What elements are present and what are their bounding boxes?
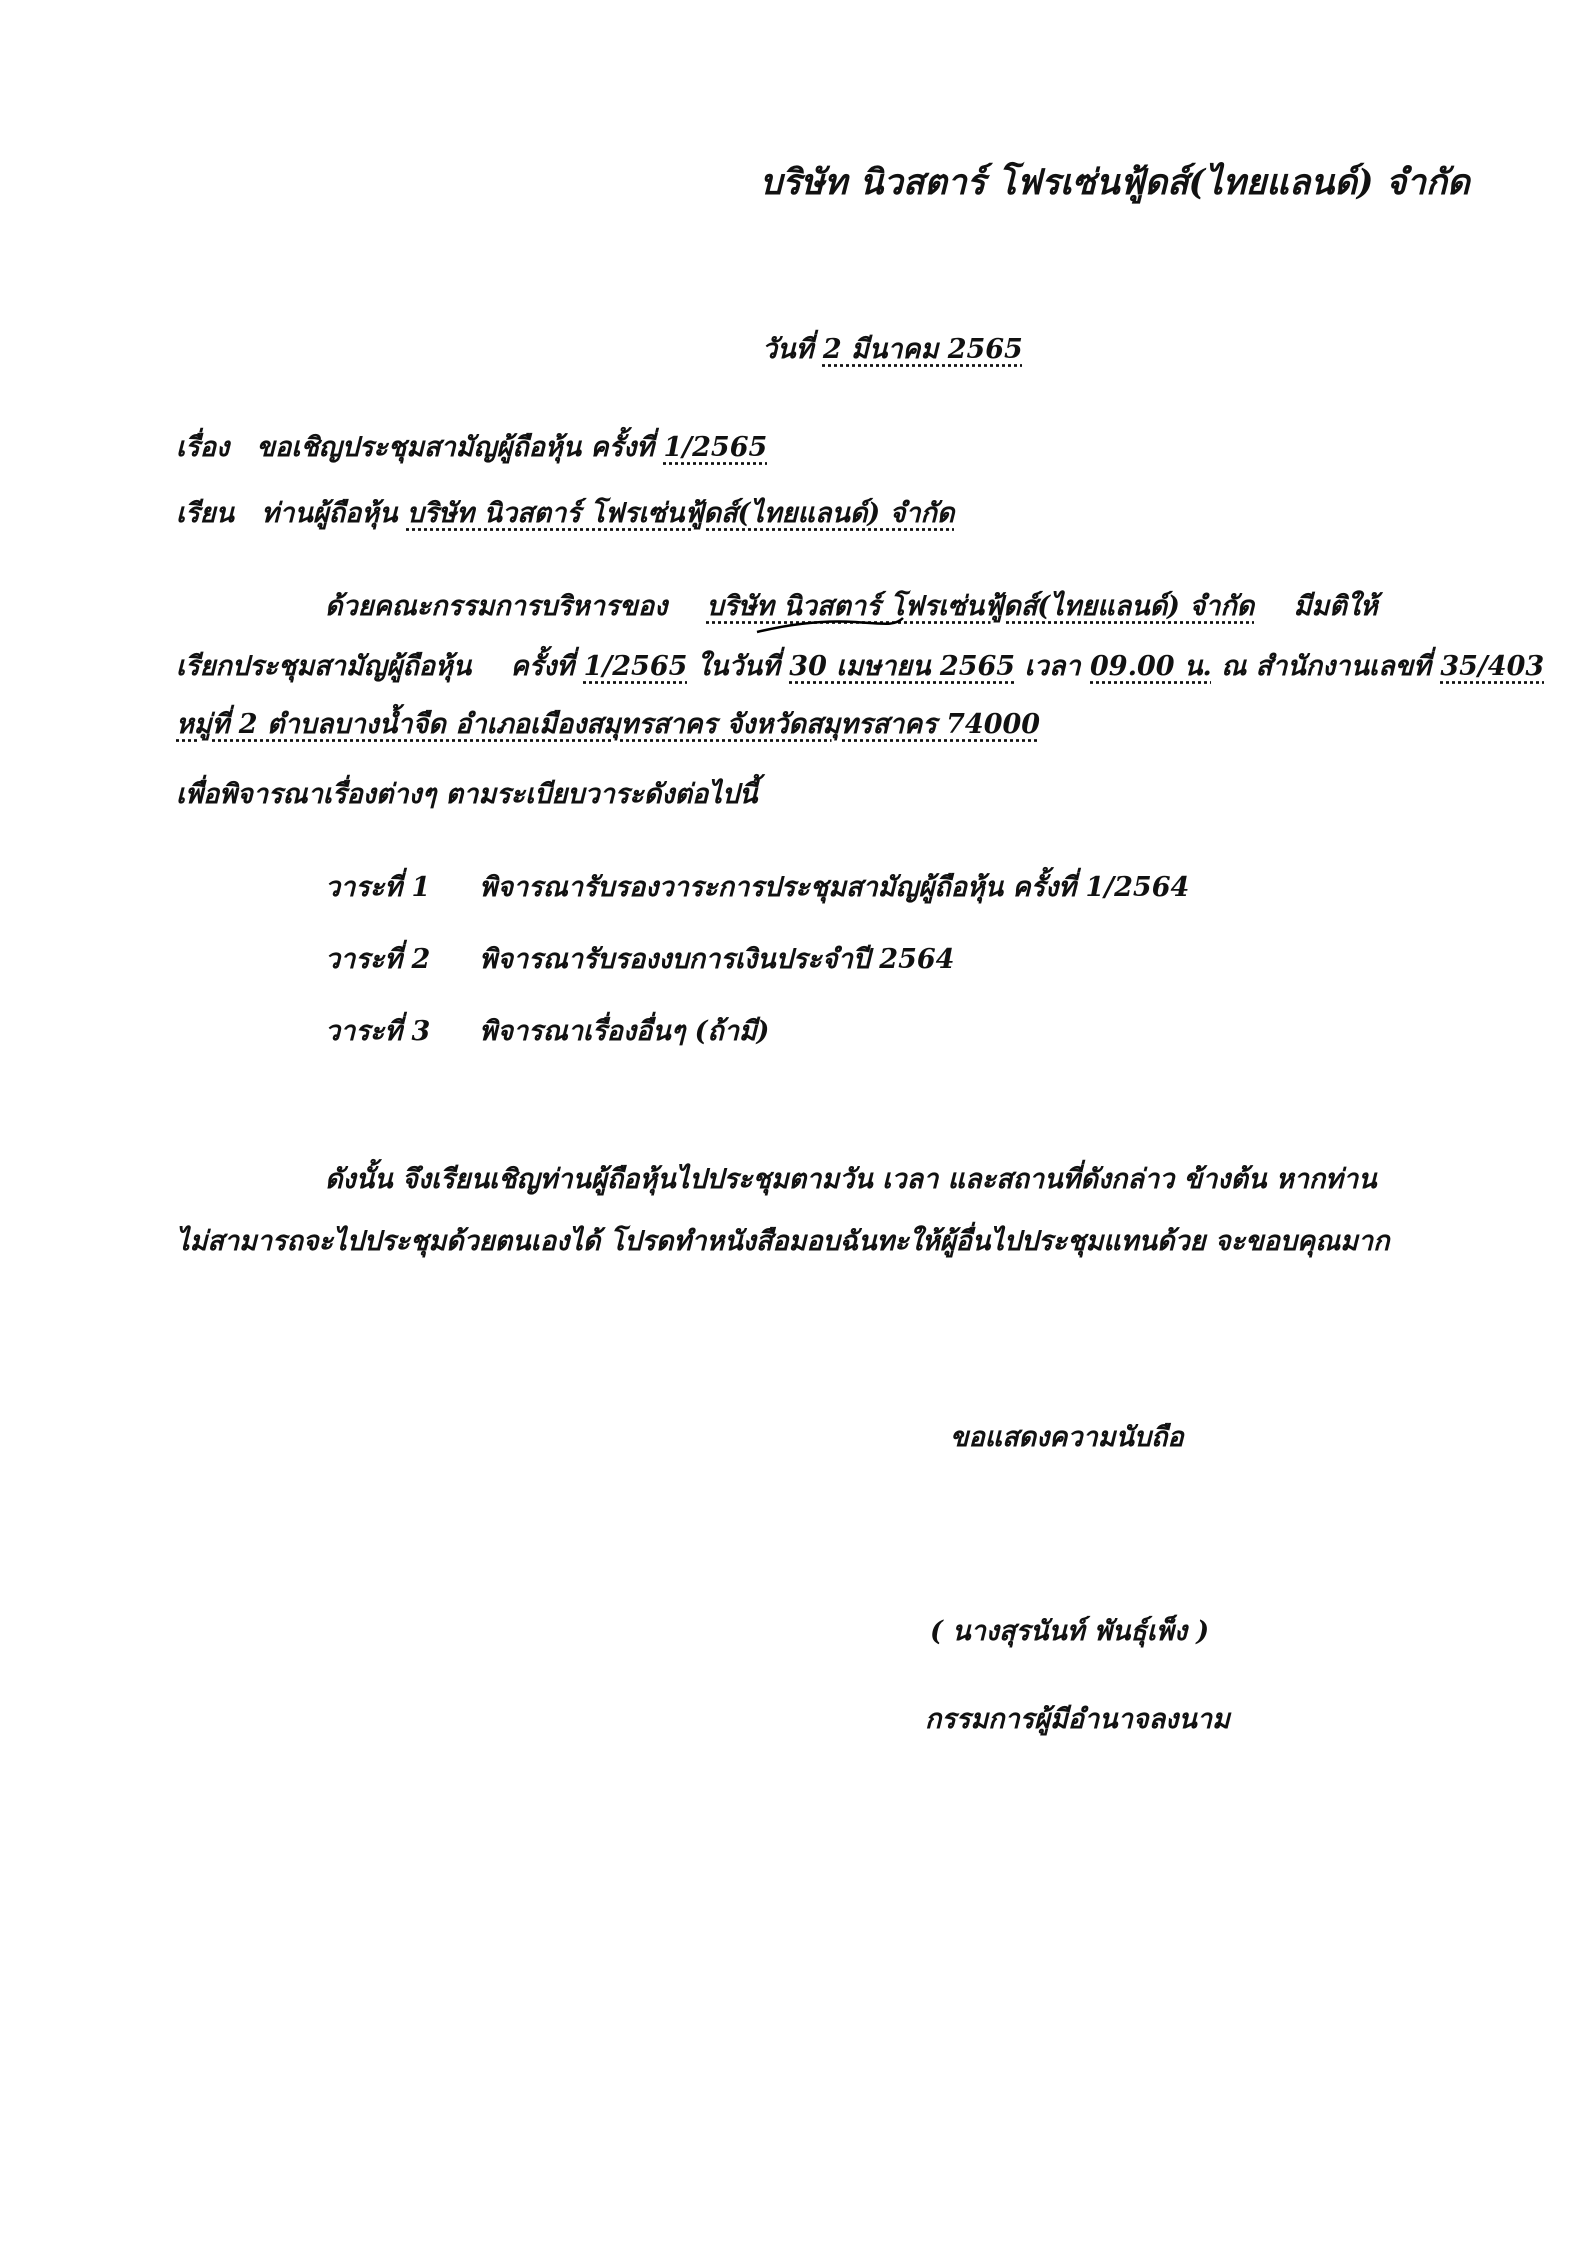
- subject-line: [176, 428, 767, 468]
- body1-line2-e: ณ สำนักงานเลขที่: [1221, 651, 1431, 682]
- recipient-line: [176, 494, 954, 534]
- body-paragraph-2-line-1: ดังนั้น จึงเรียนเชิญท่านผู้ถือหุ้นไปประชุมตามวัน เวลา และสถานที่ดังกล่าว ข้างต้น หากท่าน: [325, 1164, 1377, 1195]
- body1-line2-b: ครั้งที่: [510, 651, 575, 682]
- signer-title: กรรมการผู้มีอำนาจลงนาม: [925, 1704, 1230, 1735]
- body1-line2-a: เรียกประชุมสามัญผู้ถือหุ้น: [176, 651, 472, 682]
- agenda-label: วาระที่ 2: [325, 944, 431, 975]
- recipient-text: ท่านผู้ถือหุ้น: [261, 498, 398, 529]
- meeting-address: หมู่ที่ 2 ตำบลบางน้ำจืด อำเภอเมืองสมุทรสาคร จังหวัดสมุทรสาคร 74000: [176, 709, 1041, 740]
- agenda-item: [325, 940, 954, 980]
- handwritten-stroke-path: [757, 618, 903, 632]
- body1-line2-c: ในวันที่: [696, 651, 780, 682]
- date-value: 2 มีนาคม 2565: [822, 334, 1023, 365]
- subject-number: 1/2565: [663, 432, 768, 463]
- agenda-label: วาระที่ 1: [325, 872, 431, 903]
- body-paragraph-1-line-3: [176, 705, 1040, 745]
- subject-label: เรื่อง: [176, 432, 230, 463]
- meeting-number: 1/2565: [583, 651, 688, 682]
- subject-text: ขอเชิญประชุมสามัญผู้ถือหุ้น ครั้งที่: [256, 432, 655, 463]
- body1-line2-d: เวลา: [1024, 651, 1081, 682]
- recipient-label: เรียน: [176, 498, 235, 529]
- recipient-company: บริษัท นิวสตาร์ โฟรเซ่นฟู้ดส์(ไทยแลนด์) จำกัด: [406, 498, 955, 529]
- body1-company: บริษัท นิวสตาร์ โฟรเซ่นฟู้ดส์(ไทยแลนด์) จำกัด: [706, 591, 1255, 622]
- body1-lead: ด้วยคณะกรรมการบริหารของ: [325, 591, 668, 622]
- meeting-time: 09.00 น.: [1090, 651, 1212, 682]
- closing-regards: ขอแสดงความนับถือ: [950, 1422, 1184, 1453]
- body1-tail: มีมติให้: [1293, 591, 1378, 622]
- meeting-date: 30 เมษายน 2565: [789, 651, 1016, 682]
- company-letterhead: บริษัท นิวสตาร์ โฟรเซ่นฟู้ดส์(ไทยแลนด์) จำกัด: [760, 162, 1470, 203]
- agenda-label: วาระที่ 3: [325, 1016, 431, 1047]
- handwritten-stroke: [755, 612, 905, 638]
- body-paragraph-1-line-4: เพื่อพิจารณาเรื่องต่างๆ ตามระเบียบวาระดังต่อไปนี้: [176, 779, 758, 810]
- agenda-item: [325, 1012, 769, 1052]
- agenda-text: พิจารณาเรื่องอื่นๆ (ถ้ามี): [479, 1016, 770, 1047]
- signer-name: ( นางสุรนันท์ พันธุ์เพ็ง ): [930, 1616, 1210, 1647]
- body-paragraph-1-line-2: [176, 647, 1544, 687]
- letter-date: [762, 330, 1023, 370]
- agenda-text: พิจารณารับรองงบการเงินประจำปี 2564: [479, 944, 955, 975]
- body-paragraph-2-line-2: ไม่สามารถจะไปประชุมด้วยตนเองได้ โปรดทำหนังสือมอบฉันทะให้ผู้อื่นไปประชุมแทนด้วย จะขอบคุณมาก: [176, 1226, 1390, 1257]
- date-prefix: วันที่: [762, 334, 814, 365]
- agenda-text: พิจารณารับรองวาระการประชุมสามัญผู้ถือหุ้น ครั้งที่ 1/2564: [479, 872, 1190, 903]
- office-number: 35/403: [1440, 651, 1545, 682]
- agenda-item: [325, 868, 1189, 908]
